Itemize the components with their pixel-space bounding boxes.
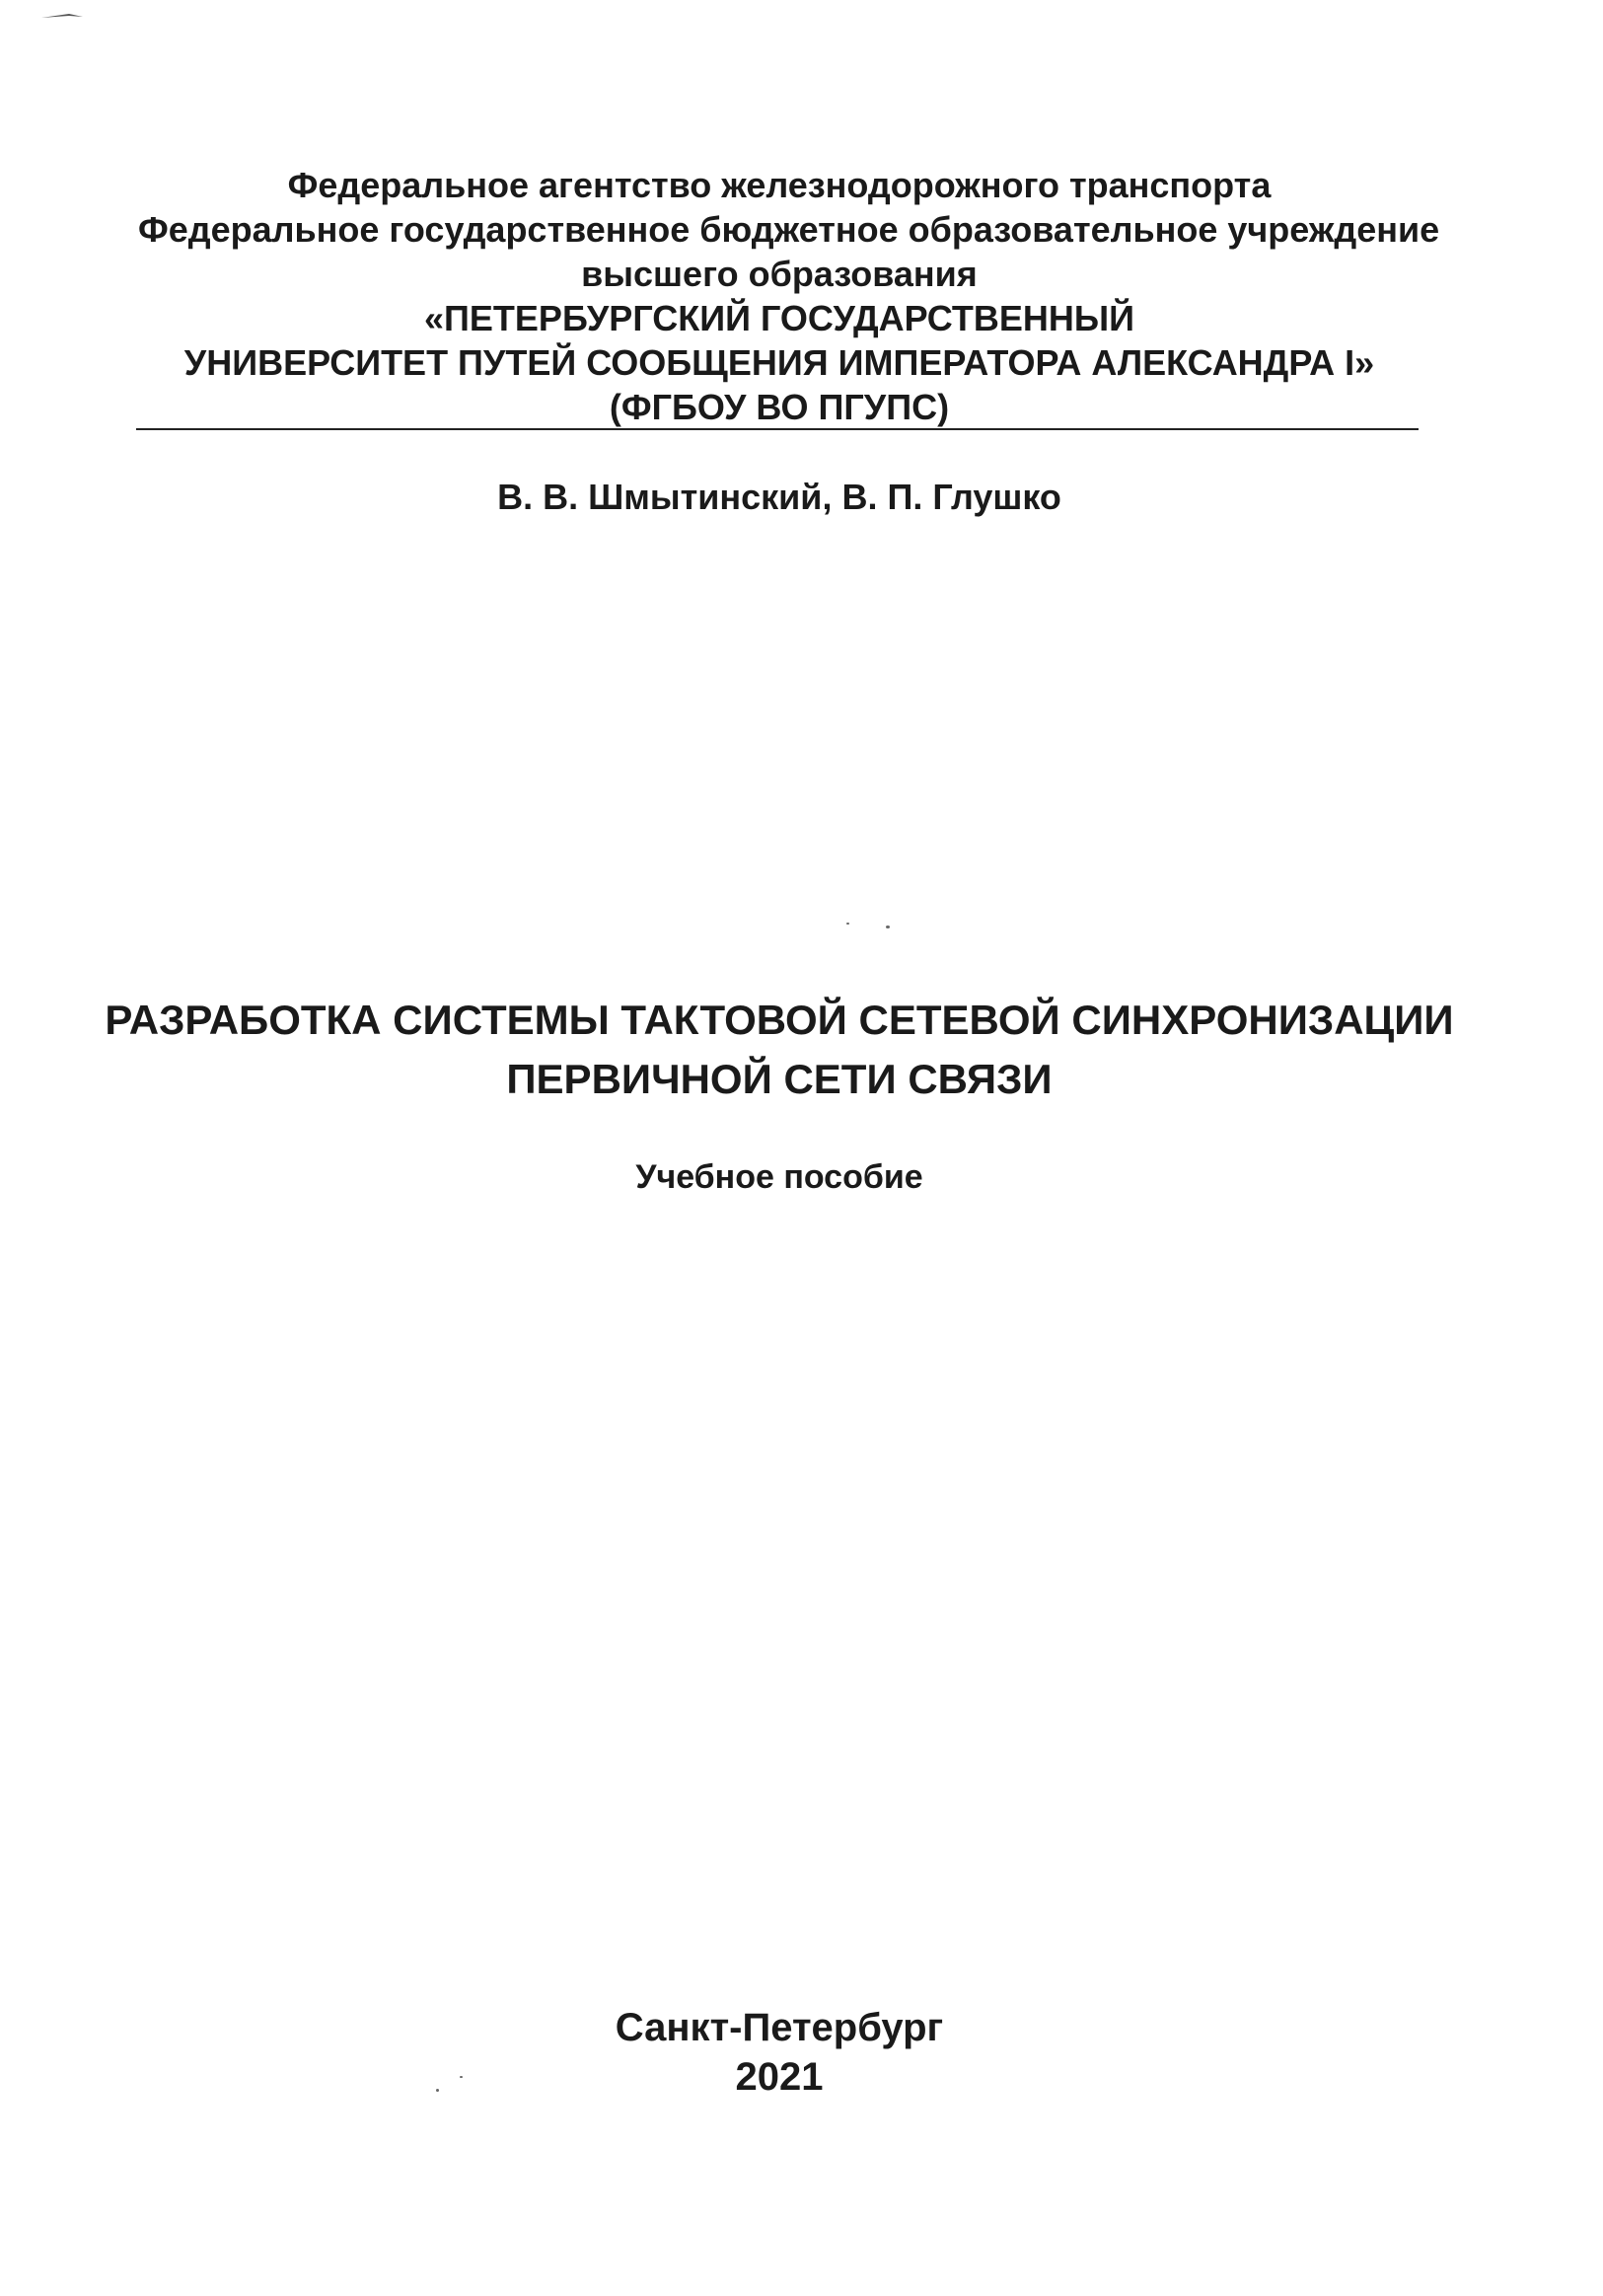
header-line-institution-type: Федеральное государственное бюджетное образовательное учреждение (138, 209, 1440, 250)
header-line-abbreviation: (ФГБОУ ВО ПГУПС) (609, 387, 950, 427)
imprint (138, 2003, 1421, 2102)
scan-artifact-icon (39, 10, 85, 20)
scan-speck-icon (846, 923, 849, 925)
book-title-line-1: РАЗРАБОТКА СИСТЕМЫ ТАКТОВОЙ СЕТЕВОЙ СИНХРОНИЗАЦИИ (105, 997, 1454, 1043)
book-type: Учебное пособие (635, 1158, 923, 1196)
imprint-city: Санкт-Петербург (615, 2006, 944, 2049)
institution-header (138, 163, 1440, 429)
header-divider (136, 428, 1419, 430)
imprint-year: 2021 (735, 2055, 824, 2099)
header-line-university-name-2: УНИВЕРСИТЕТ ПУТЕЙ СООБЩЕНИЯ ИМПЕРАТОРА АЛЕКСАНДРА I» (183, 342, 1375, 383)
authors: В. В. Шмытинский, В. П. Глушко (497, 477, 1061, 517)
scan-speck-icon (886, 926, 890, 928)
header-line-university-name-1: «ПЕТЕРБУРГСКИЙ ГОСУДАРСТВЕННЫЙ (424, 298, 1134, 338)
book-title (99, 991, 1460, 1109)
header-line-education-level: высшего образования (581, 254, 978, 294)
header-line-agency: Федеральное агентство железнодорожного транспорта (287, 165, 1272, 205)
book-title-line-2: ПЕРВИЧНОЙ СЕТИ СВЯЗИ (506, 1056, 1053, 1102)
